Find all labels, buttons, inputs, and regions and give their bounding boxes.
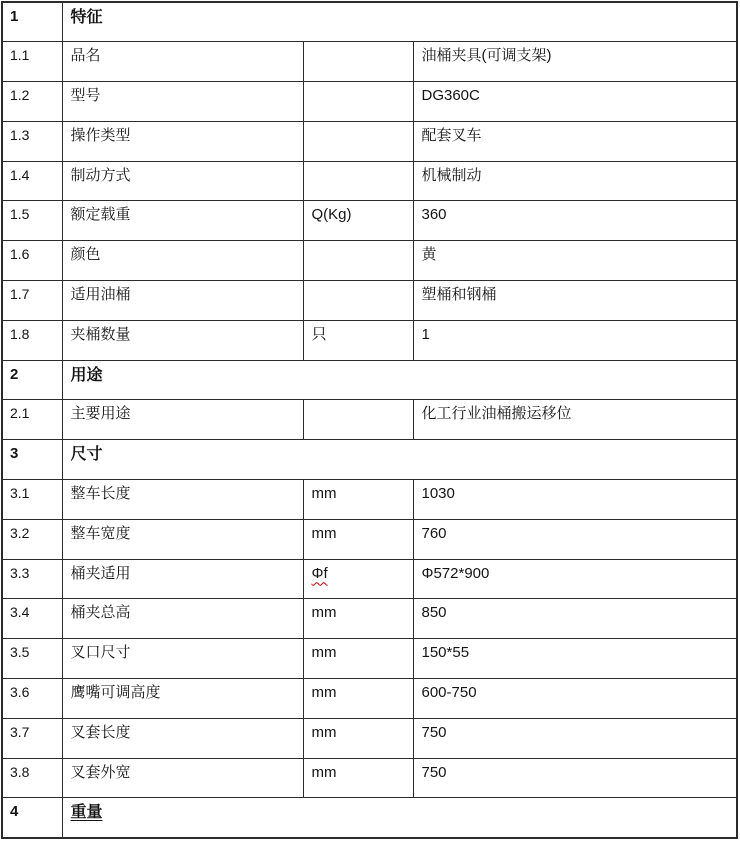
item-name-cell: 叉套长度 [62,718,303,758]
item-name-cell: 制动方式 [62,161,303,201]
value-cell: Φ572*900 [413,559,737,599]
item-name-cell: 桶夹适用 [62,559,303,599]
value-cell: 850 [413,599,737,639]
section-title-cell: 用途 [62,360,737,400]
item-name-cell: 主要用途 [62,400,303,440]
row-number-cell: 1.7 [2,281,62,321]
value-cell: 化工行业油桶搬运移位 [413,400,737,440]
product-spec-table [1,1,738,839]
item-name-cell: 鹰嘴可调高度 [62,679,303,719]
item-name-cell: 适用油桶 [62,281,303,321]
row-number-cell: 1.4 [2,161,62,201]
unit-cell: mm [303,519,413,559]
section-header-row [2,2,737,42]
value-cell: 黄 [413,241,737,281]
value-cell: 760 [413,519,737,559]
spec-item-row [2,241,737,281]
item-name-cell: 颜色 [62,241,303,281]
section-number-cell: 3 [2,440,62,480]
spec-item-row [2,161,737,201]
row-number-cell: 3.6 [2,679,62,719]
item-name-cell: 品名 [62,42,303,82]
section-title-cell: 尺寸 [62,440,737,480]
unit-cell: mm [303,718,413,758]
row-number-cell: 3.2 [2,519,62,559]
item-name-cell: 叉套外宽 [62,758,303,798]
item-name-cell: 整车长度 [62,480,303,520]
unit-cell: mm [303,599,413,639]
spec-item-row [2,519,737,559]
section-header-row [2,798,737,838]
row-number-cell: 3.4 [2,599,62,639]
spec-item-row [2,679,737,719]
unit-cell [303,559,413,599]
row-number-cell: 3.7 [2,718,62,758]
unit-cell: mm [303,639,413,679]
unit-cell [303,400,413,440]
spec-item-row [2,480,737,520]
spec-item-row [2,599,737,639]
unit-cell: mm [303,758,413,798]
value-cell: 750 [413,758,737,798]
row-number-cell: 1.1 [2,42,62,82]
spec-item-row [2,82,737,122]
spec-item-row [2,400,737,440]
value-cell: 配套叉车 [413,121,737,161]
value-cell: 油桶夹具(可调支架) [413,42,737,82]
item-name-cell: 叉口尺寸 [62,639,303,679]
unit-cell: mm [303,480,413,520]
row-number-cell: 1.2 [2,82,62,122]
spec-item-row [2,559,737,599]
section-number-cell: 2 [2,360,62,400]
section-header-row [2,440,737,480]
value-cell: 600-750 [413,679,737,719]
unit-cell [303,161,413,201]
spec-item-row [2,281,737,321]
unit-cell [303,121,413,161]
unit-cell [303,281,413,321]
item-name-cell: 夹桶数量 [62,320,303,360]
value-cell: 1030 [413,480,737,520]
item-name-cell: 桶夹总高 [62,599,303,639]
spec-item-row [2,42,737,82]
row-number-cell: 1.5 [2,201,62,241]
value-cell: 150*55 [413,639,737,679]
item-name-cell: 操作类型 [62,121,303,161]
unit-cell: Q(Kg) [303,201,413,241]
item-name-cell: 整车宽度 [62,519,303,559]
spec-item-row [2,639,737,679]
spec-item-row [2,121,737,161]
unit-cell: mm [303,679,413,719]
unit-cell [303,42,413,82]
unit-cell: 只 [303,320,413,360]
section-title-cell: 重量 [62,798,737,838]
spec-item-row [2,758,737,798]
row-number-cell: 1.6 [2,241,62,281]
value-cell: DG360C [413,82,737,122]
row-number-cell: 1.3 [2,121,62,161]
section-number-cell: 1 [2,2,62,42]
value-cell: 1 [413,320,737,360]
value-cell: 机械制动 [413,161,737,201]
row-number-cell: 3.1 [2,480,62,520]
row-number-cell: 2.1 [2,400,62,440]
row-number-cell: 1.8 [2,320,62,360]
value-cell: 750 [413,718,737,758]
row-number-cell: 3.5 [2,639,62,679]
section-title-cell: 特征 [62,2,737,42]
row-number-cell: 3.8 [2,758,62,798]
unit-cell [303,82,413,122]
spec-item-row [2,718,737,758]
spec-item-row [2,201,737,241]
misspelled-unit-text: Φf [311,564,328,582]
value-cell: 塑桶和钢桶 [413,281,737,321]
item-name-cell: 额定载重 [62,201,303,241]
unit-cell [303,241,413,281]
spec-table-body [2,2,737,838]
section-number-cell: 4 [2,798,62,838]
value-cell: 360 [413,201,737,241]
row-number-cell: 3.3 [2,559,62,599]
spec-item-row [2,320,737,360]
item-name-cell: 型号 [62,82,303,122]
section-header-row [2,360,737,400]
